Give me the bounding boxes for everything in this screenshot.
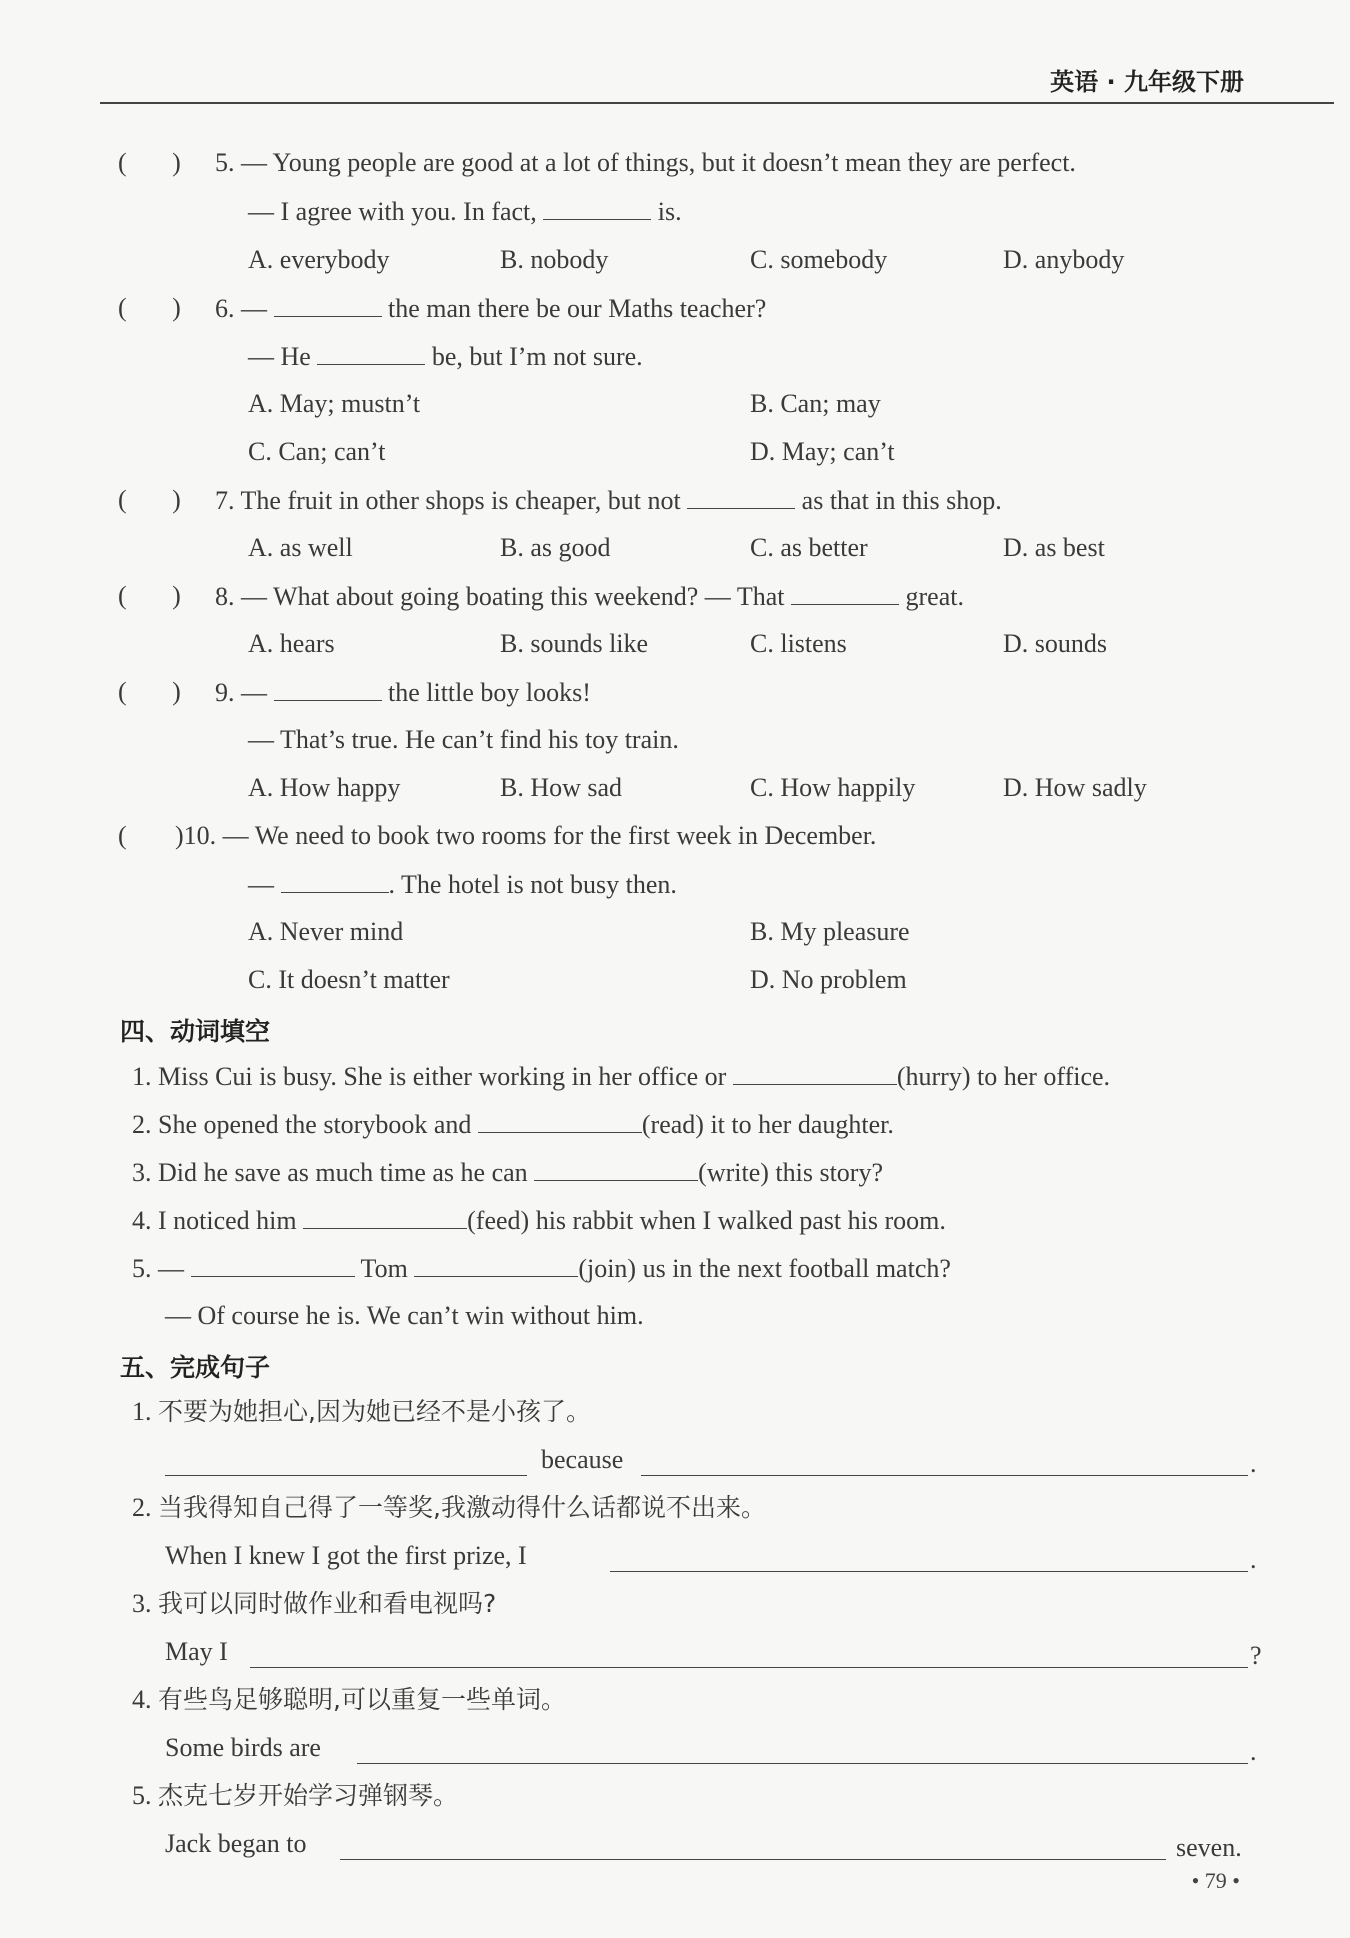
mc-6-option-c[interactable]: C. Can; can’t xyxy=(248,437,386,466)
sentence-item-3-prompt: 3. 我可以同时做作业和看电视吗? xyxy=(132,1589,497,1618)
mc-10-option-d[interactable]: D. No problem xyxy=(750,965,907,994)
mc-5-question: 5. — Young people are good at a lot of things, but it doesn’t mean they are perfect. xyxy=(215,148,1076,177)
answer-blank[interactable] xyxy=(281,866,389,893)
answer-blank[interactable] xyxy=(191,1250,355,1277)
answer-line[interactable] xyxy=(641,1474,1248,1476)
answer-blank[interactable] xyxy=(733,1058,897,1085)
mc-5-option-d[interactable]: D. anybody xyxy=(1003,245,1125,274)
answer-paren: ( ) xyxy=(118,677,181,706)
answer-line[interactable] xyxy=(357,1762,1248,1764)
header-rule xyxy=(100,102,1334,104)
mc-8-option-c[interactable]: C. listens xyxy=(750,629,847,658)
section-5-heading: 五、完成句子 xyxy=(120,1353,271,1382)
answer-line[interactable] xyxy=(250,1666,1248,1668)
answer-blank[interactable] xyxy=(317,338,425,365)
mc-9-option-a[interactable]: A. How happy xyxy=(248,773,401,802)
verb-item-5: 5. — Tom (join) us in the next football match? xyxy=(132,1250,951,1287)
mc-8-option-a[interactable]: A. hears xyxy=(248,629,335,658)
answer-paren: ( ) xyxy=(118,581,181,610)
sentence-item-4-prompt: 4. 有些鸟足够聪明,可以重复一些单词。 xyxy=(132,1685,566,1714)
mc-8-option-d[interactable]: D. sounds xyxy=(1003,629,1108,658)
page-number: • 79 • xyxy=(1191,1868,1240,1893)
verb-item-3: 3. Did he save as much time as he can (write) this story? xyxy=(132,1154,883,1191)
answer-blank[interactable] xyxy=(534,1154,698,1181)
mc-10-option-a[interactable]: A. Never mind xyxy=(248,917,404,946)
mc-6-question: 6. — the man there be our Maths teacher? xyxy=(215,290,766,327)
mc-9-option-d[interactable]: D. How sadly xyxy=(1003,773,1147,802)
mc-7-option-b[interactable]: B. as good xyxy=(500,533,611,562)
mc-7-option-a[interactable]: A. as well xyxy=(248,533,353,562)
answer-line[interactable] xyxy=(340,1858,1166,1860)
mc-9-question: 9. — the little boy looks! xyxy=(215,674,591,711)
mc-6-option-d[interactable]: D. May; can’t xyxy=(750,437,895,466)
answer-paren: ( ) xyxy=(118,148,181,177)
answer-line[interactable] xyxy=(610,1570,1248,1572)
mc-9-response: — That’s true. He can’t find his toy train. xyxy=(248,725,679,754)
mc-num: 5. xyxy=(215,148,235,177)
mc-5-option-b[interactable]: B. nobody xyxy=(500,245,609,274)
answer-blank[interactable] xyxy=(543,193,651,220)
mc-8-option-b[interactable]: B. sounds like xyxy=(500,629,649,658)
answer-line[interactable] xyxy=(165,1474,527,1476)
mc-6-response: — He be, but I’m not sure. xyxy=(248,338,643,375)
answer-blank[interactable] xyxy=(303,1202,467,1229)
answer-blank[interactable] xyxy=(687,482,795,509)
mc-7-option-c[interactable]: C. as better xyxy=(750,533,868,562)
verb-item-4: 4. I noticed him (feed) his rabbit when I walked past his room. xyxy=(132,1202,946,1239)
verb-item-5-response: — Of course he is. We can’t win without him. xyxy=(165,1301,644,1330)
worksheet-page: 英语 · 九年级下册 ( ) 5. — Young people are good at a lot of things, but it doesn’t mean they are perfect. — I agree with you. In fact, is. A. everybody B. nobody C. somebody D. anybody ( ) 6. — the man there be our Maths teacher? — He be, but I’m not sure. A. May; mustn’t B. Can; may C. Can; can’t D. May; can’t ( ) 7. The fruit in other shops is cheaper, but not as that in this shop. A. as well B. as good C. as better D. as best ( ) 8. — What about going boating this weekend? — That great. A. hears B. sounds like C. listens D. sounds ( ) 9. — the little boy looks! — That’s true. He can’t find his toy train. A. How happy B. How sad C. How happily D. How sadly ( )10. — We need to book two rooms for the first week in December. — . The hotel is not busy then. A. Never mind B. My pleasure C. It doesn’t matter D. No problem 四、动词填空 1. Miss Cui is busy. She is either working in her office or (hurry) to her office. 2. She opened the storybook and (read) it to her daughter. 3. Did he save as much time as he can (write) this story? 4. I noticed him (feed) his rabbit when I walked past his room. 5. — Tom (join) us in the next football match? — Of course he is. We can’t win without him. 五、完成句子 1. 不要为她担心,因为她已经不是小孩了。 because . 2. 当我得知自己得了一等奖,我激动得什么话都说不出来。 When I knew I got the first prize, I . 3. 我可以同时做作业和看电视吗? May I ? 4. 有些鸟足够聪明,可以重复一些单词。 Some birds are . 5. 杰克七岁开始学习弹钢琴。 Jack began to seven. • 79 • xyxy=(0,0,1350,1938)
answer-blank[interactable] xyxy=(274,674,382,701)
mc-8-question: 8. — What about going boating this weekend? — That great. xyxy=(215,578,964,615)
mc-6-option-a[interactable]: A. May; mustn’t xyxy=(248,389,421,418)
verb-item-2: 2. She opened the storybook and (read) it to her daughter. xyxy=(132,1106,894,1143)
answer-paren: ( ) xyxy=(118,293,181,322)
mc-5-response: — I agree with you. In fact, is. xyxy=(248,193,682,230)
mc-7-question: 7. The fruit in other shops is cheaper, but not as that in this shop. xyxy=(215,482,1002,519)
mc-10-option-b[interactable]: B. My pleasure xyxy=(750,917,910,946)
sentence-item-2-prompt: 2. 当我得知自己得了一等奖,我激动得什么话都说不出来。 xyxy=(132,1493,766,1522)
answer-paren: ( xyxy=(118,821,166,850)
mc-5-option-c[interactable]: C. somebody xyxy=(750,245,888,274)
answer-blank[interactable] xyxy=(274,290,382,317)
answer-blank[interactable] xyxy=(478,1106,642,1133)
mc-10-option-c[interactable]: C. It doesn’t matter xyxy=(248,965,450,994)
sentence-item-1-prompt: 1. 不要为她担心,因为她已经不是小孩了。 xyxy=(132,1397,591,1426)
mc-5-option-a[interactable]: A. everybody xyxy=(248,245,390,274)
mc-10-response: — . The hotel is not busy then. xyxy=(248,866,677,903)
sentence-item-5-prompt: 5. 杰克七岁开始学习弹钢琴。 xyxy=(132,1781,459,1810)
answer-paren: ( ) xyxy=(118,485,181,514)
mc-9-option-c[interactable]: C. How happily xyxy=(750,773,916,802)
header-title: 英语 · 九年级下册 xyxy=(1050,68,1244,96)
mc-10-question: )10. — We need to book two rooms for the first week in December. xyxy=(175,821,877,850)
answer-blank[interactable] xyxy=(414,1250,578,1277)
mc-9-option-b[interactable]: B. How sad xyxy=(500,773,623,802)
answer-blank[interactable] xyxy=(791,578,899,605)
section-4-heading: 四、动词填空 xyxy=(120,1017,271,1046)
mc-7-option-d[interactable]: D. as best xyxy=(1003,533,1105,562)
mc-6-option-b[interactable]: B. Can; may xyxy=(750,389,881,418)
verb-item-1: 1. Miss Cui is busy. She is either working in her office or (hurry) to her office. xyxy=(132,1058,1110,1095)
